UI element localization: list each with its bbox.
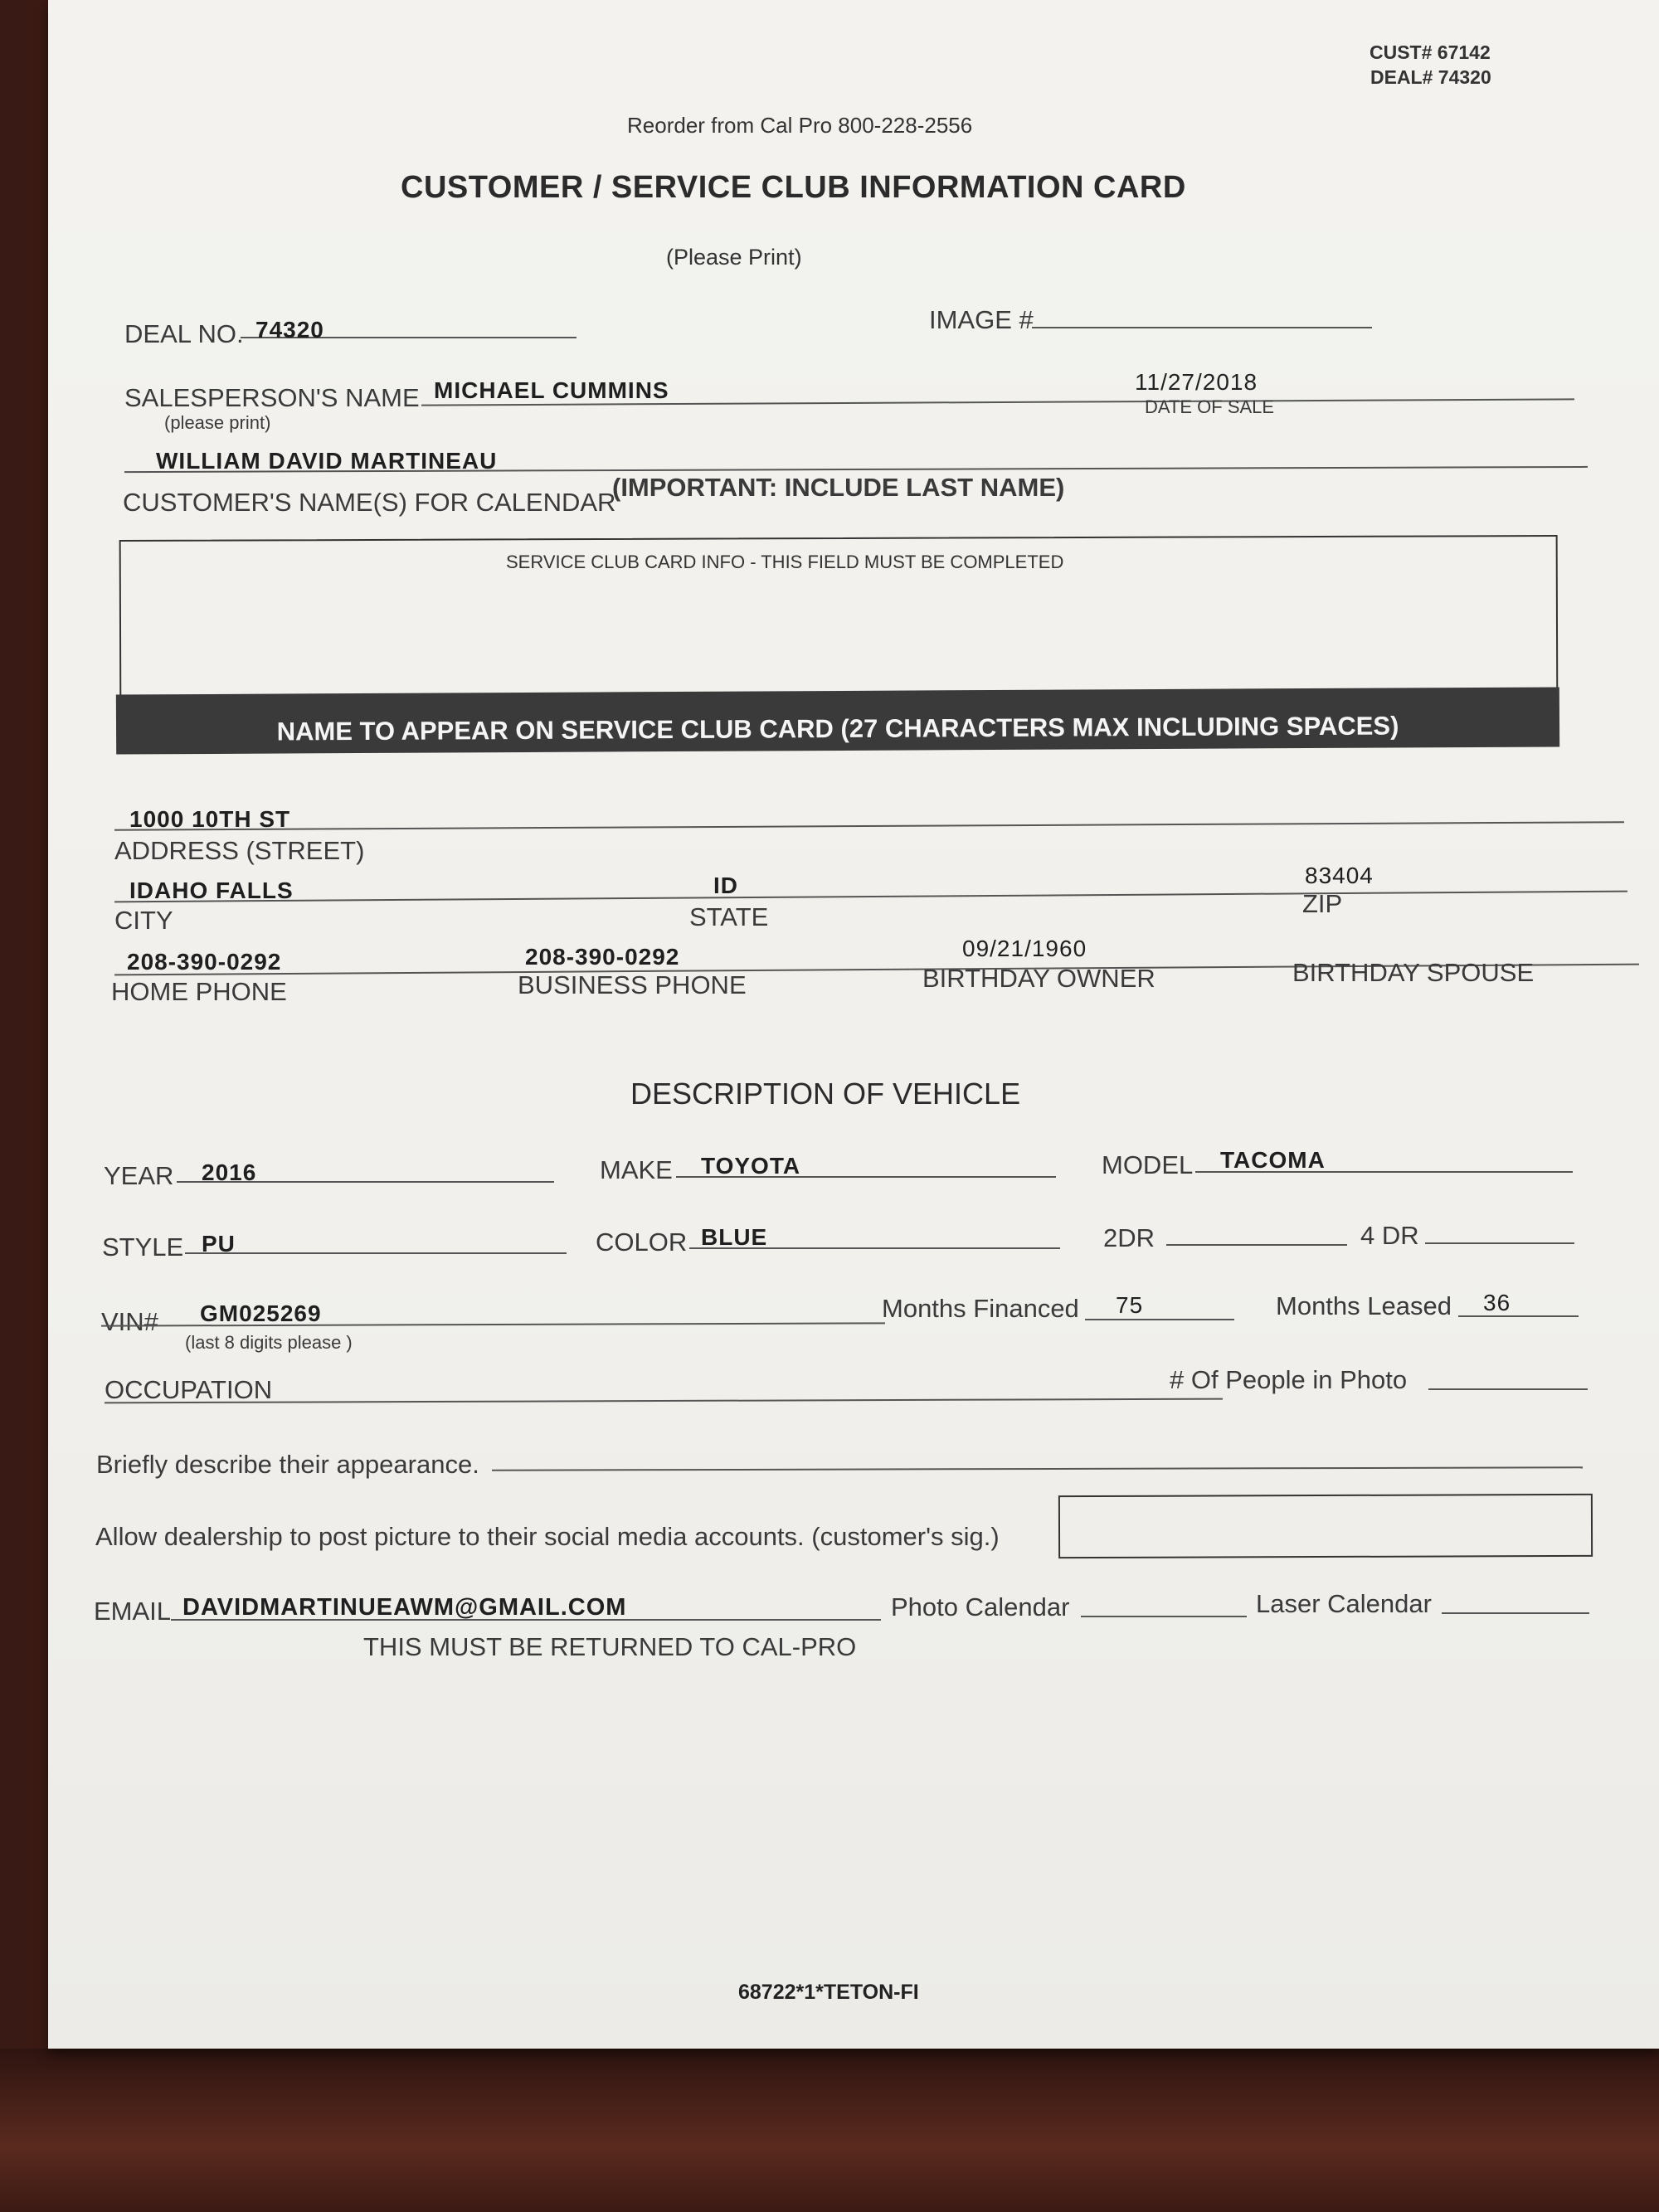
- months-financed-line: [1085, 1319, 1234, 1320]
- information-card-form: [48, 0, 1659, 2049]
- form-title: CUSTOMER / SERVICE CLUB INFORMATION CARD: [401, 170, 1186, 205]
- date-of-sale-value: 11/27/2018: [1135, 369, 1258, 395]
- street-label: ADDRESS (STREET): [114, 836, 365, 865]
- laser-calendar-label: Laser Calendar: [1256, 1589, 1432, 1618]
- customer-name-label: CUSTOMER'S NAME(S) FOR CALENDAR: [123, 488, 616, 517]
- zip-label: ZIP: [1302, 889, 1343, 918]
- city-label: CITY: [114, 906, 173, 935]
- social-media-signature-box[interactable]: [1058, 1494, 1593, 1558]
- service-club-box-label: SERVICE CLUB CARD INFO - THIS FIELD MUST BE COMPLETED: [506, 552, 1064, 572]
- home-phone-value: 208-390-0292: [127, 949, 282, 975]
- deal-no-value: 74320: [255, 317, 324, 343]
- people-in-photo-line: [1428, 1388, 1588, 1390]
- desk-surface: [0, 2049, 1659, 2212]
- birthday-spouse-label: BIRTHDAY SPOUSE: [1292, 958, 1535, 987]
- state-label: STATE: [689, 902, 769, 931]
- year-value: 2016: [202, 1159, 257, 1185]
- reorder-note: Reorder from Cal Pro 800-228-2556: [627, 113, 973, 138]
- model-label: MODEL: [1102, 1150, 1194, 1179]
- style-line: [185, 1252, 567, 1254]
- make-label: MAKE: [600, 1155, 673, 1184]
- return-note: THIS MUST BE RETURNED TO CAL-PRO: [363, 1632, 857, 1661]
- four-door-line: [1425, 1242, 1574, 1244]
- salesperson-value: MICHAEL CUMMINS: [434, 377, 669, 403]
- email-value: DAVIDMARTINUEAWM@GMAIL.COM: [182, 1594, 627, 1621]
- please-print-note: (Please Print): [666, 245, 802, 270]
- color-label: COLOR: [596, 1228, 688, 1257]
- deal-number-top: DEAL# 74320: [1370, 66, 1491, 88]
- two-door-label: 2DR: [1103, 1223, 1155, 1252]
- zip-value: 83404: [1305, 863, 1374, 888]
- color-value: BLUE: [701, 1224, 768, 1250]
- appearance-label: Briefly describe their appearance.: [96, 1450, 479, 1479]
- state-value: ID: [713, 873, 738, 898]
- email-label: EMAIL: [94, 1597, 172, 1626]
- vin-hint: (last 8 digits please ): [185, 1332, 353, 1353]
- street-value: 1000 10TH ST: [129, 806, 291, 832]
- form-footer-code: 68722*1*TETON-FI: [738, 1981, 919, 2004]
- months-financed-label: Months Financed: [882, 1294, 1079, 1323]
- home-phone-label: HOME PHONE: [111, 977, 287, 1006]
- appearance-line: [492, 1466, 1583, 1471]
- image-no-label: IMAGE #: [929, 305, 1034, 334]
- salesperson-label: SALESPERSON'S NAME: [124, 383, 420, 412]
- model-value: TACOMA: [1220, 1147, 1326, 1173]
- people-in-photo-label: # Of People in Photo: [1170, 1365, 1408, 1394]
- year-label: YEAR: [104, 1161, 174, 1190]
- deal-no-label: DEAL NO.: [124, 319, 244, 348]
- customer-name-value: WILLIAM DAVID MARTINEAU: [156, 448, 498, 474]
- cust-number: CUST# 67142: [1370, 41, 1491, 63]
- months-leased-label: Months Leased: [1276, 1291, 1452, 1320]
- city-state-zip-line: [114, 891, 1627, 903]
- photo-calendar-line: [1081, 1616, 1247, 1617]
- vin-value: GM025269: [200, 1300, 322, 1326]
- business-phone-label: BUSINESS PHONE: [518, 970, 747, 999]
- vehicle-heading: DESCRIPTION OF VEHICLE: [630, 1077, 1021, 1111]
- birthday-owner-value: 09/21/1960: [962, 936, 1087, 961]
- city-value: IDAHO FALLS: [129, 878, 294, 903]
- date-of-sale-label: DATE OF SALE: [1145, 396, 1275, 417]
- image-no-line: [1032, 327, 1372, 328]
- business-phone-value: 208-390-0292: [525, 944, 680, 970]
- months-leased-value: 36: [1483, 1290, 1511, 1315]
- service-club-name-bar: [116, 687, 1559, 754]
- photo-calendar-label: Photo Calendar: [891, 1592, 1070, 1621]
- street-line: [114, 821, 1624, 831]
- salesperson-hint: (please print): [164, 412, 271, 433]
- months-financed-value: 75: [1116, 1292, 1144, 1318]
- social-media-label: Allow dealership to post picture to their social media accounts. (customer's sig.): [95, 1522, 1000, 1551]
- four-door-label: 4 DR: [1360, 1221, 1419, 1250]
- service-club-bar-text: NAME TO APPEAR ON SERVICE CLUB CARD (27 CHARACTERS MAX INCLUDING SPACES): [276, 711, 1399, 746]
- occupation-label: OCCUPATION: [105, 1375, 273, 1404]
- customer-name-important: (IMPORTANT: INCLUDE LAST NAME): [612, 473, 1065, 502]
- birthday-owner-label: BIRTHDAY OWNER: [922, 964, 1155, 993]
- vin-label: VIN#: [101, 1307, 158, 1336]
- two-door-line: [1166, 1244, 1347, 1246]
- style-label: STYLE: [102, 1232, 184, 1262]
- months-leased-line: [1458, 1315, 1579, 1317]
- occupation-line: [105, 1398, 1223, 1404]
- laser-calendar-line: [1442, 1612, 1589, 1614]
- style-value: PU: [202, 1231, 236, 1257]
- make-value: TOYOTA: [701, 1153, 801, 1179]
